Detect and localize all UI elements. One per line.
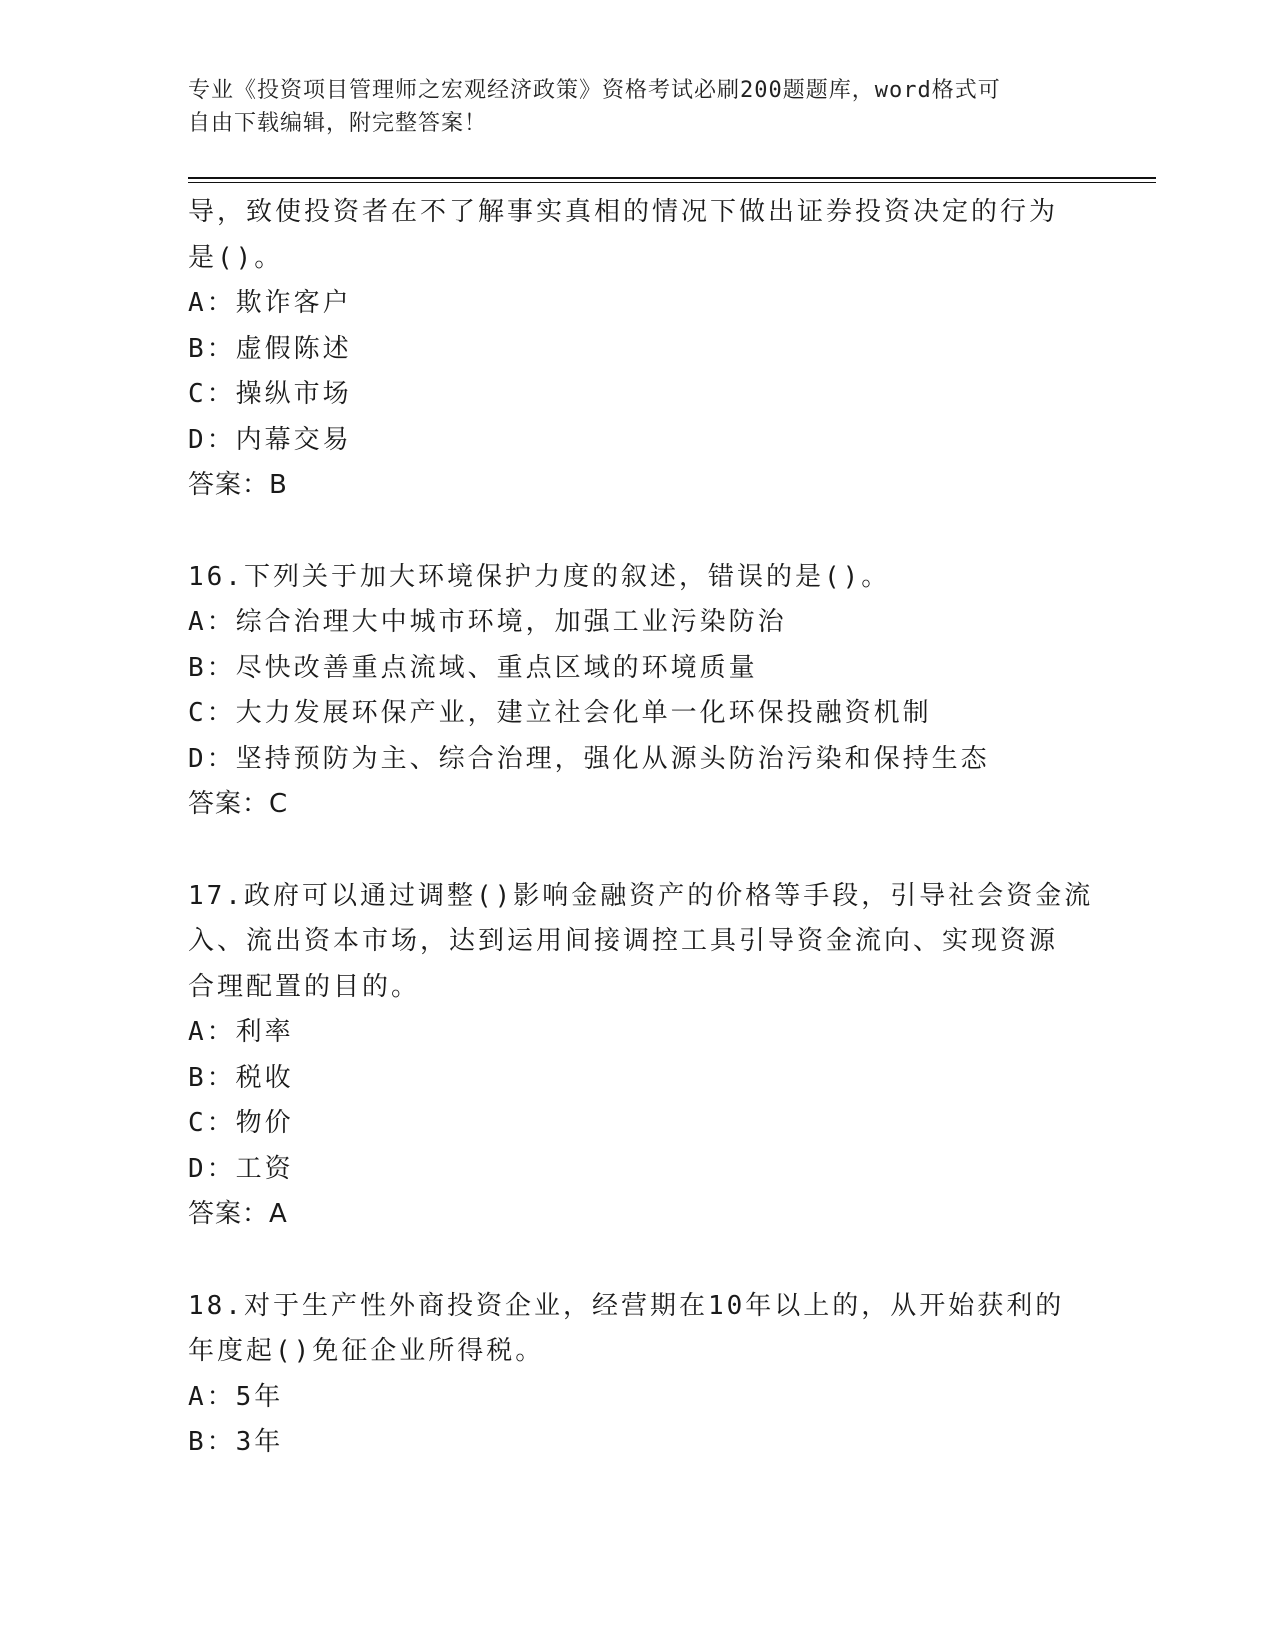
question-spacer <box>188 1238 1088 1284</box>
question-stem-line: 导，致使投资者在不了解事实真相的情况下做出证券投资决定的行为 <box>188 197 1059 227</box>
option-b: B：税收 <box>188 1062 294 1093</box>
question-16 <box>188 555 1088 828</box>
option-c: C：操纵市场 <box>188 379 352 409</box>
header-line-2: 自由下载编辑，附完整答案！ <box>188 111 488 136</box>
option-a: A：综合治理大中城市环境，加强工业污染防治 <box>188 607 787 637</box>
header-divider-thin <box>188 182 1156 183</box>
question-18 <box>188 1284 1088 1466</box>
question-spacer <box>188 828 1088 874</box>
header-line-1: 专业《投资项目管理师之宏观经济政策》资格考试必刷200题题库，word格式可 <box>188 78 1001 103</box>
question-stem-line: 合理配置的目的。 <box>188 971 421 1002</box>
question-stem-line: 16.下列关于加大环境保护力度的叙述，错误的是()。 <box>188 561 891 592</box>
question-spacer <box>188 509 1088 555</box>
option-c: C：大力发展环保产业，建立社会化单一化环保投融资机制 <box>188 698 932 728</box>
option-d: D：工资 <box>188 1153 294 1184</box>
option-b: B：虚假陈述 <box>188 333 352 364</box>
answer-line: 答案：C <box>188 789 289 819</box>
question-stem-line: 入、流出资本市场，达到运用间接调控工具引导资金流向、实现资源 <box>188 926 1059 956</box>
document-header <box>188 74 1068 140</box>
question-stem-line: 18.对于生产性外商投资企业，经营期在10年以上的，从开始获利的 <box>188 1290 1065 1321</box>
option-b: B：3年 <box>188 1427 284 1457</box>
header-divider-thick <box>188 177 1156 179</box>
question-stem-line: 是()。 <box>188 242 284 273</box>
question-17 <box>188 874 1094 1238</box>
option-d: D：坚持预防为主、综合治理，强化从源头防治污染和保持生态 <box>188 743 990 774</box>
option-a: A：5年 <box>188 1381 284 1412</box>
option-b: B：尽快改善重点流域、重点区域的环境质量 <box>188 652 758 683</box>
option-a: A：利率 <box>188 1017 294 1047</box>
answer-line: 答案：B <box>188 470 288 500</box>
question-stem-line: 年度起()免征企业所得税。 <box>188 1336 545 1366</box>
option-d: D：内幕交易 <box>188 424 352 455</box>
option-a: A：欺诈客户 <box>188 288 352 318</box>
option-c: C：物价 <box>188 1108 294 1138</box>
question-content <box>188 190 1094 1466</box>
question-stem-line: 17.政府可以通过调整()影响金融资产的价格等手段，引导社会资金流 <box>188 880 1094 911</box>
question-15 <box>188 190 1088 509</box>
answer-line: 答案：A <box>188 1199 288 1229</box>
